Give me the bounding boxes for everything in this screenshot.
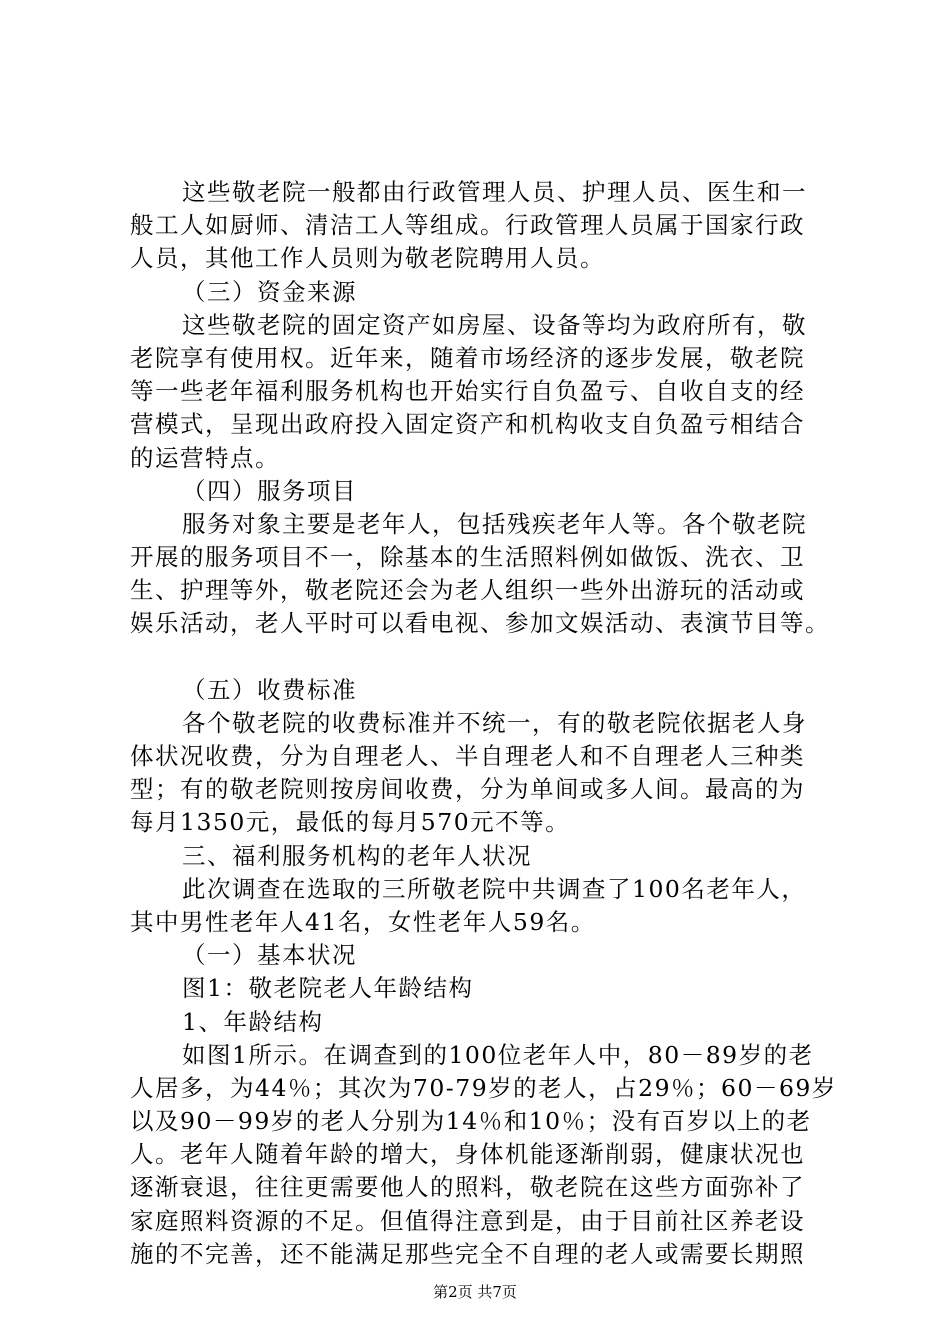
paragraph-line: 等一些老年福利服务机构也开始实行自负盈亏、自收自支的经	[130, 377, 805, 406]
paragraph-line: 开展的服务项目不一，除基本的生活照料例如做饭、洗衣、卫	[130, 543, 805, 572]
paragraph-line: 其中男性老年人41名，女性老年人59名。	[130, 907, 596, 936]
paragraph-line: 家庭照料资源的不足。但值得注意到是，由于目前社区养老设	[130, 1206, 805, 1235]
subsection-heading: 1、年龄结构	[182, 1007, 324, 1036]
paragraph-line: 施的不完善，还不能满足那些完全不自理的老人或需要长期照	[130, 1239, 805, 1268]
paragraph-line: 娱乐活动，老人平时可以看电视、参加文娱活动、表演节目等。	[130, 609, 830, 638]
paragraph-line: 此次调查在选取的三所敬老院中共调查了100名老年人，	[182, 874, 807, 903]
paragraph-line: 每月1350元，最低的每月570元不等。	[130, 808, 571, 837]
paragraph-line: 服务对象主要是老年人，包括残疾老年人等。各个敬老院	[182, 509, 807, 538]
paragraph-line: 如图1所示。在调查到的100位老年人中，80－89岁的老	[182, 1040, 814, 1069]
paragraph-line: 营模式，呈现出政府投入固定资产和机构收支自负盈亏相结合	[130, 410, 805, 439]
paragraph-line: 的运营特点。	[130, 443, 280, 472]
paragraph-line: 人员，其他工作人员则为敬老院聘用人员。	[130, 244, 605, 273]
paragraph-line: 逐渐衰退，往往更需要他人的照料，敬老院在这些方面弥补了	[130, 1173, 805, 1202]
page-number-footer: 第2页 共7页	[433, 1283, 517, 1301]
paragraph-line: 型；有的敬老院则按房间收费，分为单间或多人间。最高的为	[130, 775, 805, 804]
paragraph-line: 以及90－99岁的老人分别为14％和10％；没有百岁以上的老	[130, 1107, 812, 1136]
section-heading: 三、福利服务机构的老年人状况	[182, 841, 532, 870]
paragraph-line: 生、护理等外，敬老院还会为老人组织一些外出游玩的活动或	[130, 576, 805, 605]
section-heading: （五）收费标准	[182, 675, 357, 704]
figure-caption: 图1：敬老院老人年龄结构	[182, 974, 474, 1003]
paragraph-line: 般工人如厨师、清洁工人等组成。行政管理人员属于国家行政	[130, 211, 805, 240]
blank-line	[130, 641, 830, 674]
section-heading: （三）资金来源	[182, 277, 357, 306]
paragraph-line: 老院享有使用权。近年来，随着市场经济的逐步发展，敬老院	[130, 343, 805, 372]
document-body	[130, 176, 837, 1271]
section-heading: （一）基本状况	[182, 941, 357, 970]
paragraph-line: 人居多，为44％；其次为70-79岁的老人，占29％；60－69岁	[130, 1073, 837, 1102]
paragraph-line: 这些敬老院一般都由行政管理人员、护理人员、医生和一	[182, 178, 807, 206]
paragraph-line: 各个敬老院的收费标准并不统一，有的敬老院依据老人身	[182, 708, 807, 737]
paragraph-line: 人。老年人随着年龄的增大，身体机能逐渐削弱，健康状况也	[130, 1140, 805, 1169]
section-heading: （四）服务项目	[182, 476, 357, 505]
paragraph-line: 体状况收费，分为自理老人、半自理老人和不自理老人三种类	[130, 742, 805, 770]
paragraph-line: 这些敬老院的固定资产如房屋、设备等均为政府所有，敬	[182, 310, 807, 339]
